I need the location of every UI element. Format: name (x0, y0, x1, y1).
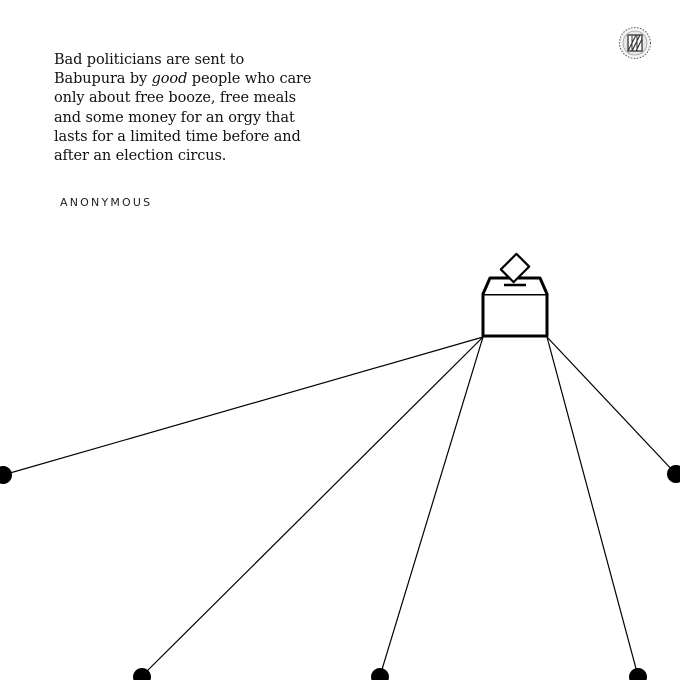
quote-text (54, 51, 314, 166)
node-right (667, 465, 680, 483)
node-bottom-3 (629, 668, 647, 680)
quote-author: ANONYMOUS (60, 196, 153, 209)
quote-line-2-end: people who care (187, 71, 312, 88)
quote-line-3: only about free booze, free meals (54, 90, 297, 107)
node-left (0, 466, 12, 484)
connector-lines (3, 337, 676, 676)
ballot-box-lid (483, 278, 547, 294)
quote-line-4: and some money for an orgy that (54, 109, 295, 126)
connector-line (142, 337, 483, 676)
quote-line-2 (54, 70, 314, 89)
ballot-box-body (483, 294, 547, 336)
quote-line-6: after an election circus. (54, 148, 227, 165)
connector-line (3, 337, 483, 475)
connector-line (547, 337, 676, 474)
ballot-paper (501, 254, 529, 282)
quote-emphasis: good (151, 71, 188, 88)
quote-line-2-start: Babupura by (54, 71, 152, 88)
node-bottom-1 (133, 668, 151, 680)
nodes (0, 465, 680, 680)
node-bottom-2 (371, 668, 389, 680)
connector-line (547, 337, 638, 676)
quote-line-1: Bad politicians are sent to (54, 52, 245, 68)
ballot-box-icon (483, 254, 547, 336)
striped-book-badge-icon[interactable] (618, 26, 652, 60)
connector-line (380, 337, 483, 676)
quote-line-5: lasts for a limited time before and (54, 128, 301, 145)
